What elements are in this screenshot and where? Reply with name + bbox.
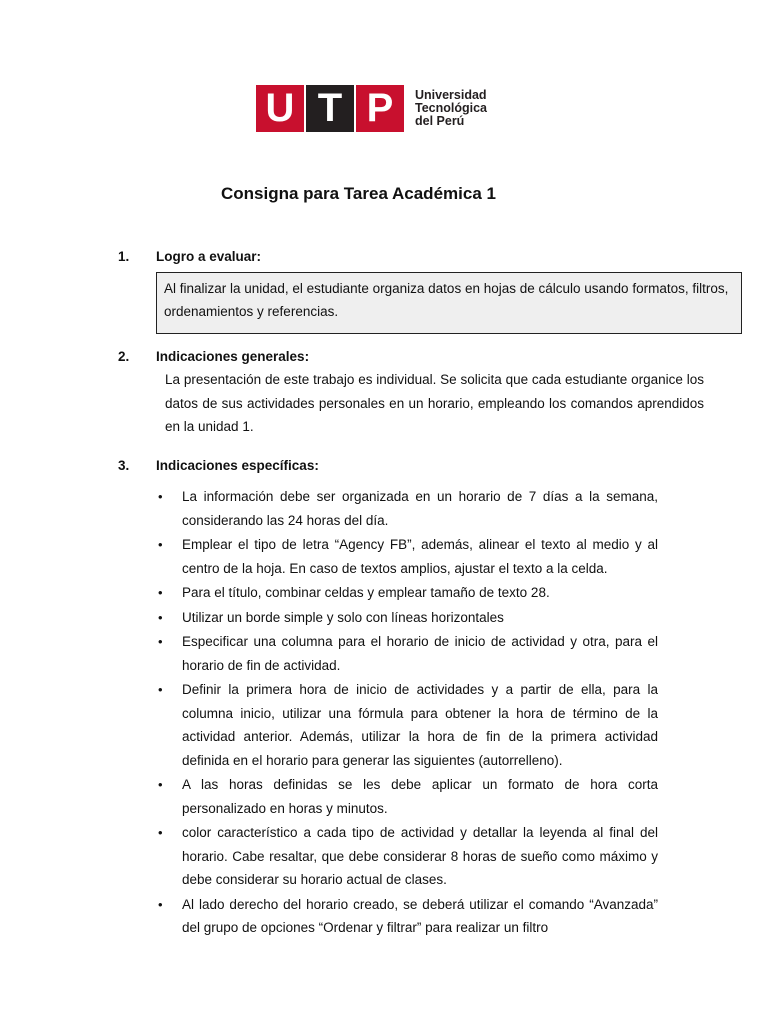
logo-university-name bbox=[415, 89, 487, 128]
logro-box: Al finalizar la unidad, el estudiante organiza datos en hojas de cálculo usando formatos, filtros, ordenamientos y referencias. bbox=[156, 272, 742, 334]
list-item bbox=[156, 485, 658, 532]
list-item bbox=[156, 630, 658, 677]
section-heading-generales: Indicaciones generales: bbox=[156, 349, 310, 364]
bullet-icon: • bbox=[158, 634, 163, 649]
logo-letter-t: T bbox=[306, 85, 354, 132]
list-item bbox=[156, 533, 658, 580]
list-item bbox=[156, 606, 658, 630]
list-item-text: Especificar una columna para el horario de inicio de actividad y otra, para el horario de fin de actividad. bbox=[182, 634, 658, 673]
section-number: 3. bbox=[118, 458, 130, 473]
list-item bbox=[156, 893, 658, 940]
list-item-text: Utilizar un borde simple y solo con líneas horizontales bbox=[182, 609, 504, 625]
bullet-icon: • bbox=[158, 537, 163, 552]
list-item-text: La información debe ser organizada en un horario de 7 días a la semana, considerando las 24 horas del día. bbox=[182, 489, 658, 528]
logo-letter-u: U bbox=[256, 85, 304, 132]
list-item bbox=[156, 581, 658, 605]
bullet-icon: • bbox=[158, 609, 163, 625]
bullet-icon: • bbox=[158, 489, 163, 504]
specific-instructions-list bbox=[156, 485, 658, 941]
bullet-icon: • bbox=[158, 896, 163, 912]
logo-name-line: Universidad bbox=[415, 88, 487, 102]
logo-letter-p: P bbox=[356, 85, 404, 132]
logo-name-line: Tecnológica bbox=[415, 101, 488, 115]
list-item-text: Para el título, combinar celdas y emplear tamaño de texto 28. bbox=[182, 585, 550, 600]
bullet-icon: • bbox=[158, 777, 163, 792]
list-item-text: Emplear el tipo de letra “Agency FB”, además, alinear el texto al medio y al centro de la hoja. En caso de textos amplios, ajustar el texto a la celda. bbox=[182, 537, 658, 576]
document-title: Consigna para Tarea Académica 1 bbox=[221, 184, 496, 203]
section-number: 2. bbox=[118, 349, 130, 364]
list-item-text: color característico a cada tipo de actividad y detallar la leyenda al final del horario. Cabe resaltar, que debe considerar 8 horas de sueño como máximo y debe considerar su horario actual de clases. bbox=[182, 825, 658, 887]
utp-logo bbox=[256, 85, 487, 132]
list-item bbox=[156, 678, 658, 772]
list-item-text: Definir la primera hora de inicio de actividades y a partir de ella, para la columna inicio, utilizar una fórmula para obtener la hora de término de la actividad anterior. Además, utilizar la hora de fin de la primera actividad definida en el horario para generar las siguientes (autorrelleno). bbox=[182, 682, 658, 768]
section-heading-especificas: Indicaciones específicas: bbox=[156, 458, 319, 473]
logo-name-line: del Perú bbox=[415, 114, 465, 128]
section-heading-logro: Logro a evaluar: bbox=[156, 249, 262, 264]
list-item-text: A las horas definidas se les debe aplicar un formato de hora corta personalizado en horas y minutos. bbox=[182, 777, 658, 816]
list-item-text: Al lado derecho del horario creado, se deberá utilizar el comando “Avanzada” del grupo de opciones “Ordenar y filtrar” para realizar un filtro bbox=[182, 896, 658, 935]
general-instructions-text: La presentación de este trabajo es individual. Se solicita que cada estudiante organice los datos de sus actividades personales en un horario, empleando los comandos aprendidos en la unidad 1. bbox=[165, 372, 704, 434]
section-number: 1. bbox=[118, 249, 130, 264]
list-item bbox=[156, 821, 658, 892]
bullet-icon: • bbox=[158, 682, 163, 697]
list-item bbox=[156, 773, 658, 820]
bullet-icon: • bbox=[158, 585, 163, 600]
bullet-icon: • bbox=[158, 825, 163, 840]
